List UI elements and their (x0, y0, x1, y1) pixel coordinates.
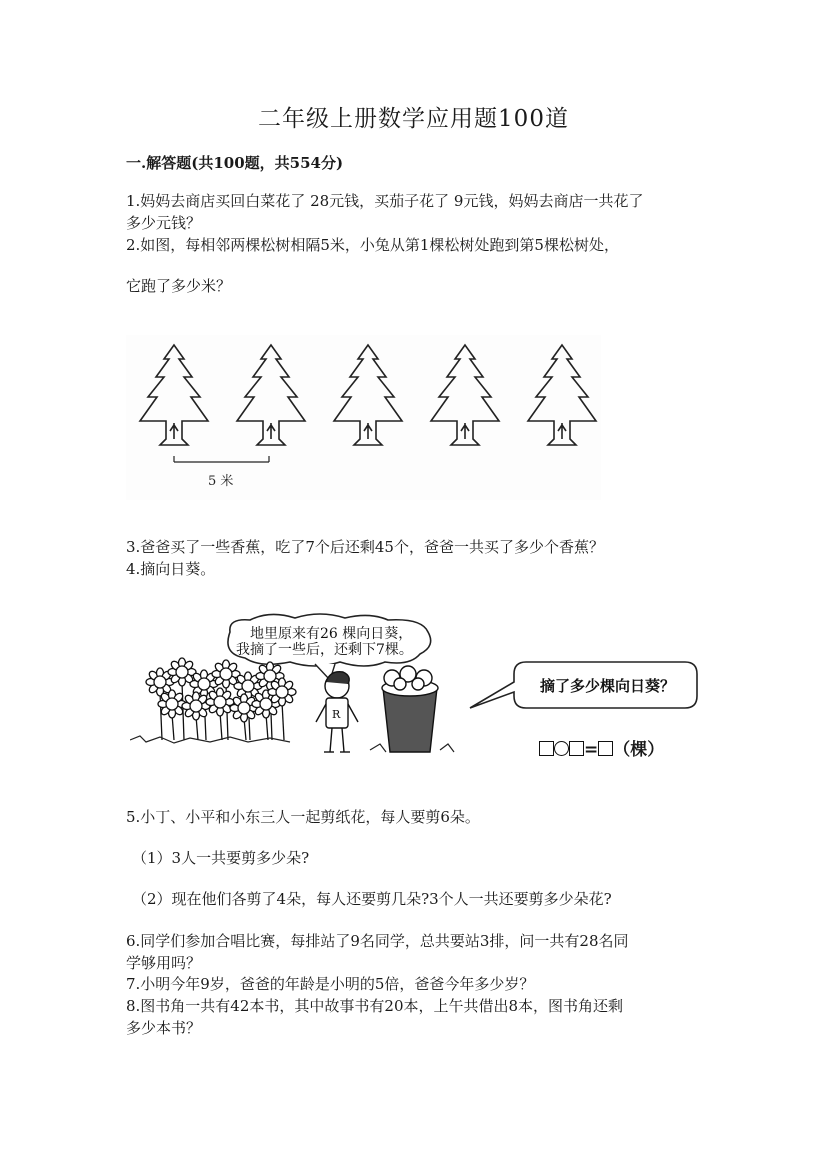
question-1-line1: 1.妈妈去商店买回白菜花了 28元钱，买茄子花了 9元钱，妈妈去商店一共花了 (126, 192, 644, 210)
svg-text:R: R (332, 708, 341, 721)
basket (382, 666, 438, 752)
question-5: 5.小丁、小平和小东三人一起剪纸花，每人要剪6朵。 (126, 808, 480, 826)
question-6 (126, 930, 706, 974)
equation-unit: （棵） (613, 740, 665, 760)
section-heading: 一.解答题(共100题，共554分) (126, 154, 344, 172)
sunflower-stem (282, 702, 284, 740)
speech-line-1: 地里原来有26 棵向日葵， (250, 626, 413, 642)
sunflower-center (198, 678, 210, 690)
sunflower-center (214, 696, 226, 708)
page-title: 二年级上册数学应用题100道 (258, 106, 569, 132)
sunflower-center (220, 668, 232, 680)
sunflower-center (276, 686, 288, 698)
question-2-line1: 2.如图，每相邻两棵松树相隔5米，小兔从第1棵松树处跑到第5棵松树处， (126, 236, 619, 254)
question-8 (126, 995, 706, 1039)
question-1-line2: 多少元钱？ (126, 214, 202, 232)
sunflower-center (242, 680, 254, 692)
sunflower-center (260, 698, 272, 710)
sunflower-center (190, 700, 202, 712)
ground-grass (130, 736, 290, 743)
question-3: 3.爸爸买了一些香蕉，吃了7个后还剩45个，爸爸一共买了多少个香蕉？ (126, 538, 604, 556)
question-7: 7.小明今年9岁，爸爸的年龄是小明的5倍，爸爸今年多少岁？ (126, 975, 535, 993)
sunflower-center (154, 676, 166, 688)
equation (539, 735, 664, 760)
question-6-line1: 6.同学们参加合唱比赛，每排站了9名同学，总共要站3排，问一共有28名同 (126, 932, 629, 950)
sunflower-center (166, 698, 178, 710)
sunflower-center (264, 670, 276, 682)
blank-box-2[interactable] (569, 741, 584, 756)
question-bubble-text: 摘了多少棵向日葵？ (540, 677, 676, 695)
sunflower-center (238, 702, 250, 714)
pine-trees-figure (126, 335, 601, 500)
equals-sign: = (584, 740, 599, 760)
question-4: 4.摘向日葵。 (126, 560, 216, 578)
boy-figure (316, 672, 358, 752)
sunflower-center (176, 666, 188, 678)
blank-box-3[interactable] (598, 741, 613, 756)
question-2-line2: 它跑了多少米？ (126, 277, 232, 295)
distance-label: 5 米 (208, 474, 234, 489)
question-6-line2: 学够用吗？ (126, 954, 202, 972)
question-5-sub2: （2）现在他们各剪了4朵，每人还要剪几朵?3个人一共还要剪多少朵花? (132, 890, 612, 908)
question-1 (126, 190, 706, 234)
question-2 (126, 234, 706, 256)
question-5-sub1: （1）3人一共要剪多少朵? (132, 849, 310, 867)
sunflower-cluster (146, 658, 296, 740)
speech-line-2: 我摘了一些后，还剩下7棵。 (236, 642, 413, 658)
blank-operator-circle[interactable] (554, 741, 569, 756)
question-8-line1: 8.图书角一共有42本书，其中故事书有20本，上午共借出8本，图书角还剩 (126, 997, 624, 1015)
blank-box-1[interactable] (539, 741, 554, 756)
question-8-line2: 多少本书？ (126, 1019, 202, 1037)
